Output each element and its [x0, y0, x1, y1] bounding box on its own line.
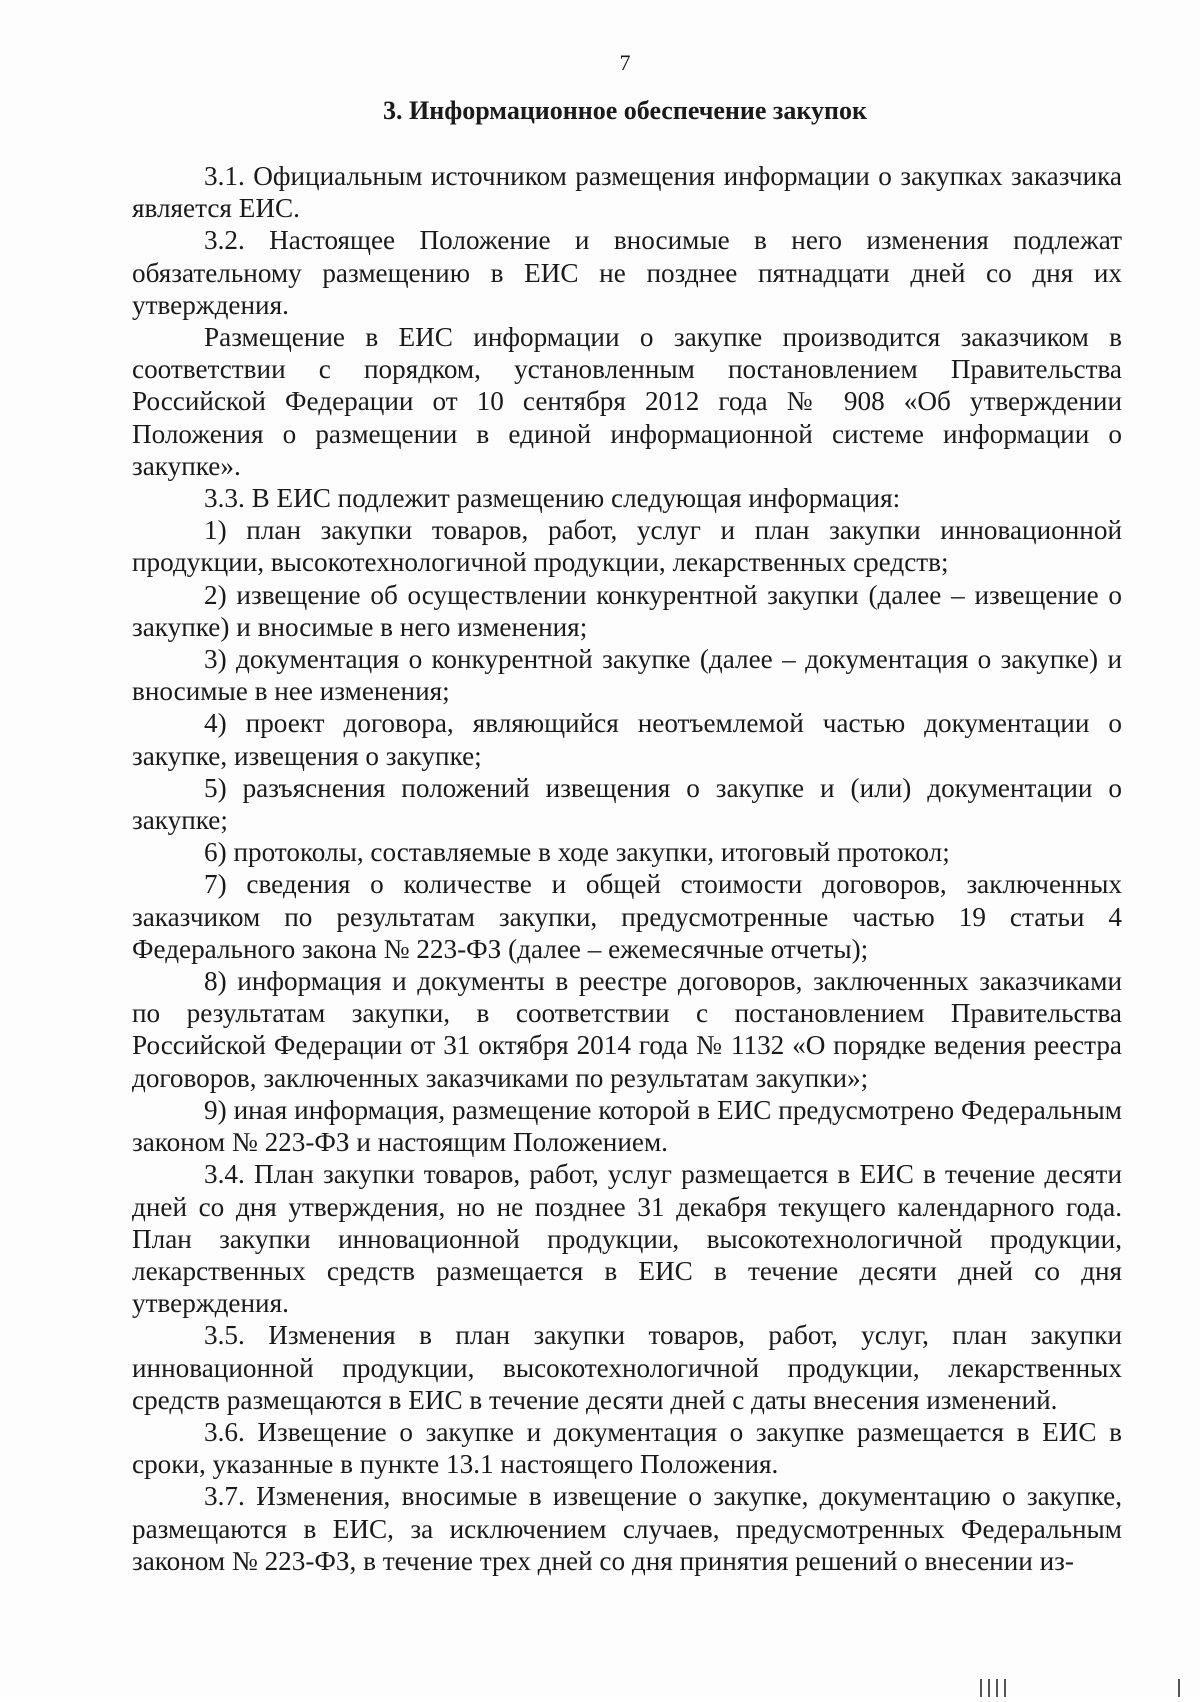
list-item-4: 4) проект договора, являющийся неотъемлемой частью документации о закупке, извещения о закупке; — [132, 708, 1122, 771]
paragraph-3-6: 3.6. Извещение о закупке и документация о закупке размещается в ЕИС в сроки, указанные в пункте 13.1 настоящего Положения. — [132, 1416, 1122, 1480]
list-item-1: 1) план закупки товаров, работ, услуг и план закупки инновационной продукции, высокотехнологичной продукции, лекарственных средств; — [132, 515, 1122, 578]
list-item-3: 3) документация о конкурентной закупке (далее – документация о закупке) и вносимые в нее изменения; — [132, 644, 1122, 707]
scan-marks — [980, 1679, 1040, 1697]
section-title: 3. Информационное обеспечение закупок — [383, 96, 867, 125]
paragraph-3-4: 3.4. План закупки товаров, работ, услуг размещается в ЕИС в течение десяти дней со дня утверждения, но не позднее 31 декабря текущего календарного года. План закупки инновационной продукции, высокотехнологичной продукции, лекарственных средств размещается в ЕИС в течение десяти дней со дня утверждения. — [132, 1159, 1122, 1319]
scan-mark — [980, 1679, 982, 1697]
scan-mark — [996, 1679, 998, 1697]
edge-mark — [1178, 1679, 1180, 1697]
list-item-6: 6) протоколы, составляемые в ходе закупки, итоговый протокол; — [204, 837, 950, 868]
list-item-9: 9) иная информация, размещение которой в ЕИС предусмотрено Федеральным законом № 223-ФЗ и настоящим Положением. — [132, 1094, 1122, 1158]
paragraph-3-1: 3.1. Официальным источником размещения информации о закупках заказчика является ЕИС. — [132, 161, 1122, 224]
paragraph-placement-order: Размещение в ЕИС информации о закупке производится заказчиком в соответствии с порядком, установленным постановлением Правительства Российской Федерации от 10 сентября 2012 года № 908 «Об утверждении Положения о размещении в единой информационной системе информации о закупке». — [132, 322, 1122, 481]
paragraph-3-3: 3.3. В ЕИС подлежит размещению следующая информация: — [204, 483, 901, 514]
paragraph-3-7: 3.7. Изменения, вносимые в извещение о закупке, документацию о закупке, размещаются в ЕИС, за исключением случаев, предусмотренных Федеральным законом № 223-ФЗ, в течение трех дней со дня принятия решений о внесении из- — [132, 1481, 1122, 1576]
scan-mark — [1004, 1679, 1006, 1697]
list-item-2: 2) извещение об осуществлении конкурентной закупки (далее – извещение о закупке) и вносимые в него изменения; — [132, 579, 1122, 642]
list-item-8: 8) информация и документы в реестре договоров, заключенных заказчиками по результатам закупки, в соответствии с постановлением Правительства Российской Федерации от 31 октября 2014 года № 1132 «О порядке ведения реестра договоров, заключенных заказчиками по результатам закупки»; — [132, 966, 1122, 1093]
scan-mark — [988, 1679, 990, 1697]
section-body — [132, 160, 1122, 1577]
list-item-5: 5) разъяснения положений извещения о закупке и (или) документации о закупке; — [132, 772, 1122, 836]
paragraph-3-5: 3.5. Изменения в план закупки товаров, работ, услуг, план закупки инновационной продукции, высокотехнологичной продукции, лекарственных средств размещаются в ЕИС в течение десяти дней с даты внесения изменений. — [132, 1320, 1122, 1415]
page-number: 7 — [619, 50, 631, 75]
list-item-7: 7) сведения о количестве и общей стоимости договоров, заключенных заказчиком по результатам закупки, предусмотренные частью 19 статьи 4 Федерального закона № 223-ФЗ (далее – ежемесячные отчеты); — [132, 869, 1122, 964]
paragraph-3-2: 3.2. Настоящее Положение и вносимые в него изменения подлежат обязательному размещению в ЕИС не позднее пятнадцати дней со дня их утверждения. — [132, 225, 1122, 320]
